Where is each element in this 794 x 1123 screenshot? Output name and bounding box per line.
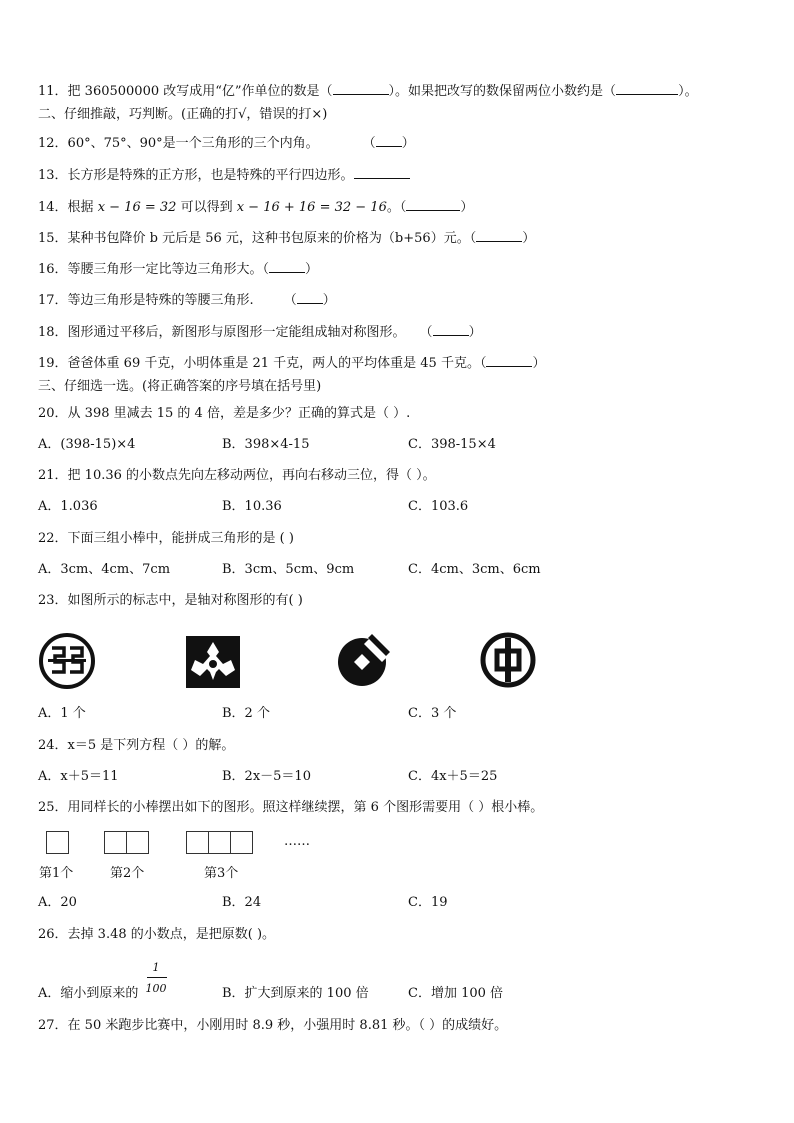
question-11: 11．把 360500000 改写成用“亿”作单位的数是（ ）。如果把改写的数保留两位小数约是（ ）。 — [38, 84, 698, 99]
answer-blank[interactable] — [354, 166, 410, 179]
option-b[interactable]: B．24 — [222, 895, 262, 910]
fraction-bar — [147, 977, 167, 978]
equation: x − 16 + 16 = 32 − 16 — [236, 200, 387, 215]
question-25: 25．用同样长的小棒摆出如下的图形。照这样继续摆，第 6 个图形需要用（ ）根小棒。 — [38, 800, 544, 815]
answer-blank[interactable] — [616, 82, 678, 95]
question-17: 17．等边三角形是特殊的等腰三角形. （ ） — [38, 293, 336, 308]
option-a[interactable]: A．缩小到原来的 — [38, 986, 139, 1001]
bank-logo-3-icon — [336, 632, 392, 688]
stick-square — [208, 831, 231, 854]
option-a[interactable]: A．3cm、4cm、7cm — [38, 562, 171, 577]
option-b[interactable]: B．2x－5＝10 — [222, 769, 311, 784]
section-3-heading: 三、仔细选一选。(将正确答案的序号填在括号里) — [38, 379, 322, 394]
question-26: 26．去掉 3.48 的小数点，是把原数( )。 — [38, 927, 276, 942]
question-24: 24．x＝5 是下列方程（ ）的解。 — [38, 738, 235, 753]
option-a[interactable]: A．1 个 — [38, 706, 86, 721]
answer-blank[interactable] — [297, 291, 323, 304]
ellipsis: …… — [284, 834, 310, 849]
question-18: 18．图形通过平移后，新图形与原图形一定能组成轴对称图形。 （ ） — [38, 325, 482, 340]
answer-blank[interactable] — [433, 323, 469, 336]
option-c[interactable]: C．4x＋5＝25 — [408, 769, 498, 784]
section-2-heading: 二、仔细推敲，巧判断。(正确的打√，错误的打×) — [38, 107, 328, 122]
fraction-numerator: 1 — [152, 961, 160, 974]
option-c[interactable]: C．103.6 — [408, 499, 469, 514]
answer-blank[interactable] — [486, 354, 532, 367]
question-13: 13．长方形是特殊的正方形，也是特殊的平行四边形。 — [38, 166, 410, 184]
option-a[interactable]: A．20 — [38, 895, 77, 910]
answer-blank[interactable] — [269, 260, 305, 273]
figure-caption-3: 第3个 — [204, 866, 239, 881]
equation: x − 16 = 32 — [97, 200, 177, 215]
bank-logo-2-icon — [186, 636, 240, 688]
answer-blank[interactable] — [333, 82, 389, 95]
option-b[interactable]: B．扩大到原来的 100 倍 — [222, 986, 369, 1001]
bank-logo-1-icon — [38, 632, 96, 690]
option-c[interactable]: C．3 个 — [408, 706, 457, 721]
question-20: 20．从 398 里减去 15 的 4 倍，差是多少？正确的算式是（ ）. — [38, 406, 411, 421]
bank-logo-4-icon — [480, 632, 536, 688]
stick-square — [104, 831, 127, 854]
option-b[interactable]: B．10.36 — [222, 499, 282, 514]
figure-caption-1: 第1个 — [39, 866, 74, 881]
question-12: 12．60°、75°、90°是一个三角形的三个内角。 （ ） — [38, 136, 415, 151]
figure-caption-2: 第2个 — [110, 866, 145, 881]
question-21: 21．把 10.36 的小数点先向左移动两位，再向右移动三位，得（ ）。 — [38, 468, 436, 483]
question-22: 22．下面三组小棒中，能拼成三角形的是 ( ) — [38, 531, 294, 546]
option-a[interactable]: A．(398-15)×4 — [38, 437, 136, 452]
stick-square — [230, 831, 253, 854]
question-14: 14．根据 x − 16 = 32 可以得到 x − 16 + 16 = 32 − 16。（ ） — [38, 200, 474, 215]
question-19: 19．爸爸体重 69 千克，小明体重是 21 千克，两人的平均体重是 45 千克。（ ） — [38, 356, 546, 371]
answer-blank[interactable] — [376, 134, 402, 147]
option-a[interactable]: A．1.036 — [38, 499, 98, 514]
option-c[interactable]: C．增加 100 倍 — [408, 986, 504, 1001]
question-23: 23．如图所示的标志中，是轴对称图形的有( ) — [38, 593, 303, 608]
option-b[interactable]: B．398×4-15 — [222, 437, 310, 452]
stick-square — [46, 831, 69, 854]
option-c[interactable]: C．4cm、3cm、6cm — [408, 562, 541, 577]
option-b[interactable]: B．3cm、5cm、9cm — [222, 562, 355, 577]
answer-blank[interactable] — [406, 198, 460, 211]
option-b[interactable]: B．2 个 — [222, 706, 270, 721]
answer-blank[interactable] — [476, 229, 522, 242]
option-c[interactable]: C．398-15×4 — [408, 437, 496, 452]
stick-square — [186, 831, 209, 854]
question-27: 27．在 50 米跑步比赛中，小刚用时 8.9 秒，小强用时 8.81 秒。（ ）的成绩好。 — [38, 1018, 508, 1033]
stick-square — [126, 831, 149, 854]
question-15: 15．某种书包降价 b 元后是 56 元，这种书包原来的价格为（b+56）元。（ ） — [38, 231, 536, 246]
option-c[interactable]: C．19 — [408, 895, 448, 910]
option-a[interactable]: A．x＋5＝11 — [38, 769, 119, 784]
question-16: 16．等腰三角形一定比等边三角形大。（ ） — [38, 262, 319, 277]
fraction-denominator: 100 — [145, 982, 167, 995]
